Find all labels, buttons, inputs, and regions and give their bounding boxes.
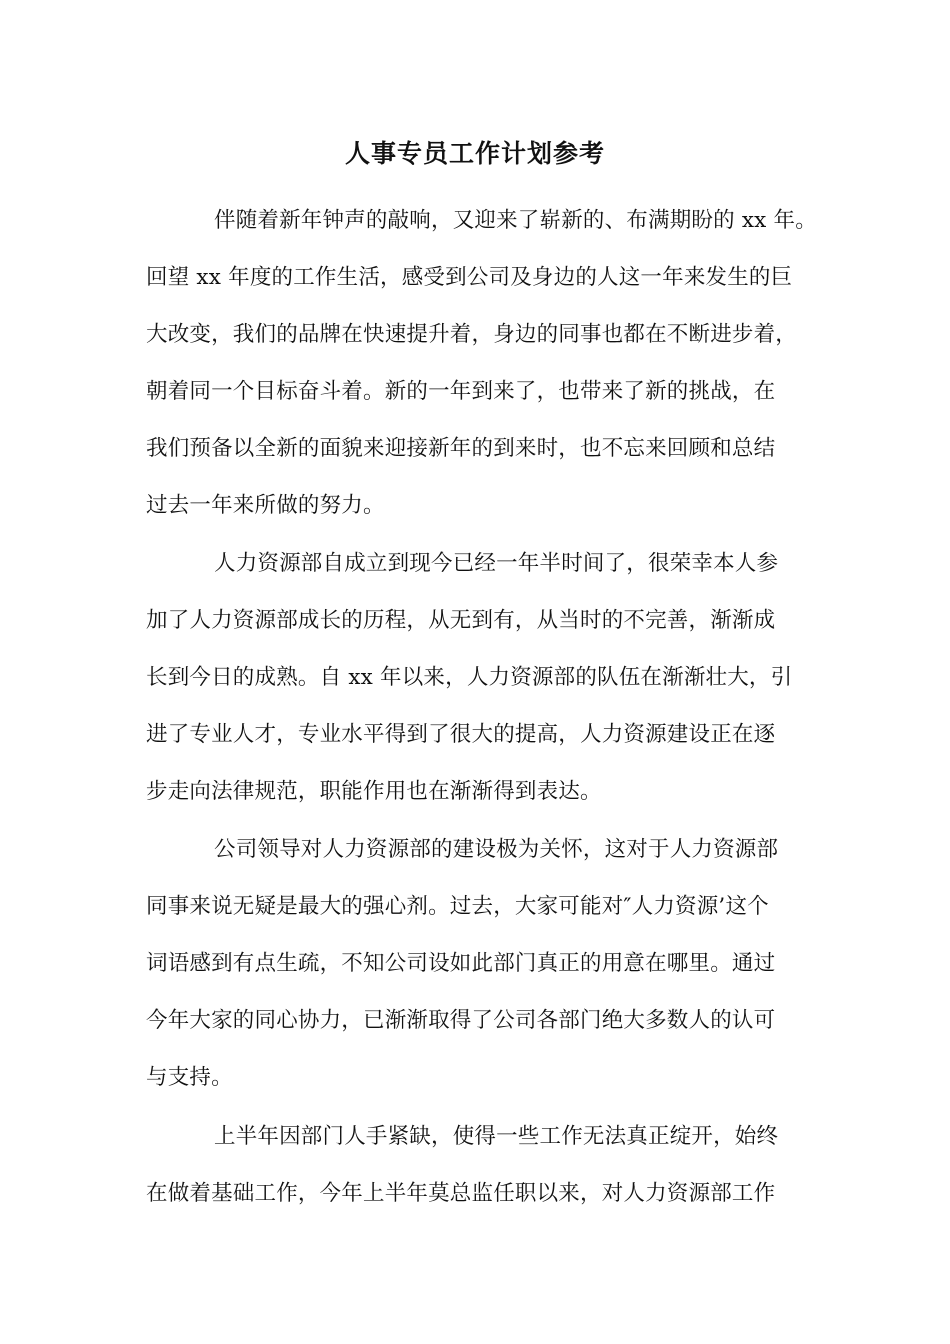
paragraph-line: 公司领导对人力资源部的建设极为关怀，这对于人力资源部	[214, 837, 779, 862]
paragraph-line: 加了人力资源部成长的历程，从无到有，从当时的不完善，渐渐成	[146, 608, 776, 633]
paragraph-line: 过去一年来所做的努力。	[146, 493, 385, 518]
paragraph-line: 大改变，我们的品牌在快速提升着，身边的同事也都在不断进步着，	[146, 322, 798, 347]
paragraph-line: 人力资源部自成立到现今已经一年半时间了，很荣幸本人参	[214, 551, 779, 576]
paragraph-line: 进了专业人才，专业水平得到了很大的提高，人力资源建设正在逐	[146, 722, 776, 747]
paragraph-3	[146, 821, 836, 1106]
paragraph-line: 上半年因部门人手紧缺，使得一些工作无法真正绽开，始终	[214, 1124, 779, 1149]
paragraph-1	[146, 192, 836, 534]
paragraph-line: 朝着同一个目标奋斗着。新的一年到来了，也带来了新的挑战，在	[146, 379, 776, 404]
document-title: 人事专员工作计划参考	[344, 139, 605, 168]
paragraph-line: 步走向法律规范，职能作用也在渐渐得到表达。	[146, 779, 602, 804]
paragraph-2	[146, 535, 836, 820]
paragraph-line: 伴随着新年钟声的敲响，又迎来了崭新的、布满期盼的 xx 年。	[214, 208, 817, 233]
paragraph-line: 今年大家的同心协力，已渐渐取得了公司各部门绝大多数人的认可	[146, 1008, 776, 1033]
paragraph-line: 同事来说无疑是最大的强心剂。过去，大家可能对″人力资源’这个	[146, 894, 769, 919]
paragraph-line: 回望 xx 年度的工作生活，感受到公司及身边的人这一年来发生的巨	[146, 265, 793, 290]
paragraph-line: 我们预备以全新的面貌来迎接新年的到来时，也不忘来回顾和总结	[146, 436, 776, 461]
paragraph-line: 在做着基础工作，今年上半年莫总监任职以来，对人力资源部工作	[146, 1181, 776, 1206]
paragraph-4	[146, 1108, 836, 1222]
paragraph-line: 长到今日的成熟。自 xx 年以来，人力资源部的队伍在渐渐壮大，引	[146, 665, 793, 690]
paragraph-line: 词语感到有点生疏，不知公司设如此部门真正的用意在哪里。通过	[146, 951, 776, 976]
paragraph-line: 与支持。	[146, 1065, 233, 1090]
